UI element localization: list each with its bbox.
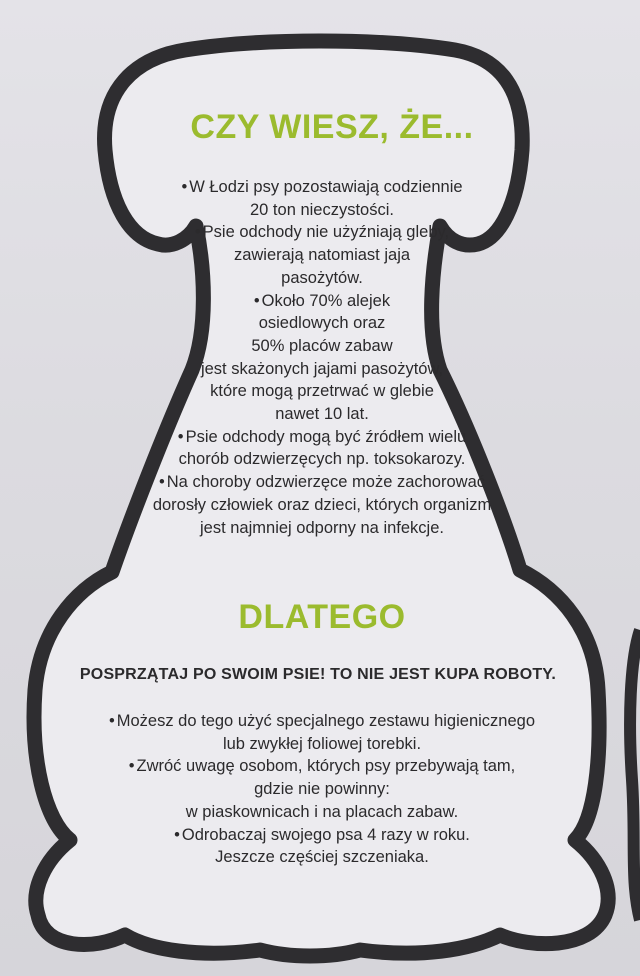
text-line: lub zwykłej foliowej torebki. xyxy=(222,734,422,753)
section1-body xyxy=(2,176,640,539)
section2-title: DLATEGO xyxy=(238,598,406,636)
text-line: pasożytów. xyxy=(281,268,363,287)
bullet-line: • Na choroby odzwierzęce może zachorować xyxy=(2,471,640,494)
section2-body xyxy=(2,710,640,869)
text-line: gdzie nie powinny: xyxy=(254,780,390,799)
bullet-line: • Psie odchody nie użyźniają gleby, xyxy=(2,221,640,244)
bullet-line: • Możesz do tego użyć specjalnego zestawu higienicznego xyxy=(2,710,640,733)
text-line: w piaskownicach i na placach zabaw. xyxy=(185,802,459,821)
bullet-line: • Około 70% alejek xyxy=(2,290,640,313)
text-line: które mogą przetrwać w glebie xyxy=(210,382,434,401)
bullet-line: • Psie odchody mogą być źródłem wielu xyxy=(2,426,640,449)
text-line: chorób odzwierzęcych np. toksokarozy. xyxy=(178,450,466,469)
text-line: 20 ton nieczystości. xyxy=(250,200,394,219)
bullet-line: • W Łodzi psy pozostawiają codziennie xyxy=(2,176,640,199)
text-line: jest skażonych jajami pasożytów, xyxy=(200,359,444,378)
text-line: osiedlowych oraz xyxy=(258,314,386,333)
section1-title: CZY WIESZ, ŻE... xyxy=(190,108,474,146)
text-line: nawet 10 lat. xyxy=(275,405,369,424)
text-line: dorosły człowiek oraz dzieci, których organizm xyxy=(152,495,492,514)
text-line: Jeszcze częściej szczeniaka. xyxy=(215,848,429,867)
text-line: zawierają natomiast jaja xyxy=(233,246,411,265)
slogan-text: POSPRZĄTAJ PO SWOIM PSIE! TO NIE JEST KUPA ROBOTY. xyxy=(79,666,557,683)
text-line: 50% placów zabaw xyxy=(251,336,393,355)
bullet-line: • Odrobaczaj swojego psa 4 razy w roku. xyxy=(2,824,640,847)
bullet-line: • Zwróć uwagę osobom, których psy przebywają tam, xyxy=(2,755,640,778)
text-line: jest najmniej odporny na infekcje. xyxy=(200,518,444,537)
